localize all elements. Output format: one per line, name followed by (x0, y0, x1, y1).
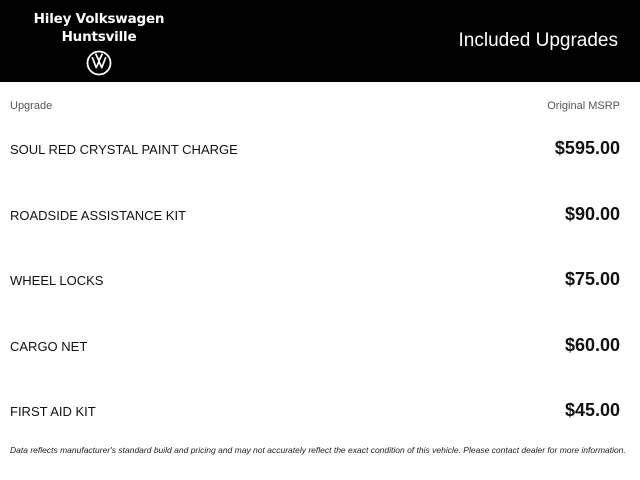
dealer-branding (28, 10, 170, 76)
upgrade-name: FIRST AID KIT (10, 404, 96, 419)
upgrade-price: $90.00 (564, 203, 620, 224)
upgrade-name: CARGO NET (10, 338, 88, 354)
upgrade-name: WHEEL LOCKS (10, 273, 104, 288)
column-header-msrp: Original MSRP (547, 100, 620, 112)
dealer-name-line1: Hiley Volkswagen (33, 11, 165, 27)
upgrade-price: $45.00 (564, 400, 620, 420)
upgrade-name: ROADSIDE ASSISTANCE KIT (10, 207, 187, 223)
column-header-upgrade: Upgrade (10, 100, 53, 112)
table-row (0, 181, 640, 247)
upgrade-price: $75.00 (564, 269, 620, 289)
table-row (0, 246, 640, 312)
table-row (0, 115, 640, 181)
upgrade-name: SOUL RED CRYSTAL PAINT CHARGE (10, 142, 238, 157)
page-title: Included Upgrades (458, 30, 618, 51)
table-row (0, 312, 640, 378)
dealer-name-line2: Huntsville (61, 29, 137, 45)
header-bar (0, 0, 640, 82)
upgrade-price: $60.00 (564, 334, 620, 355)
upgrade-price: $595.00 (554, 138, 620, 158)
upgrades-table (0, 115, 640, 443)
table-row (0, 377, 640, 443)
disclaimer-text: Data reflects manufacturer's standard build and pricing and may not accurately reflect the exact condition of this vehicle. Please contact dealer for more information. (10, 445, 626, 455)
volkswagen-logo-icon (86, 50, 112, 76)
